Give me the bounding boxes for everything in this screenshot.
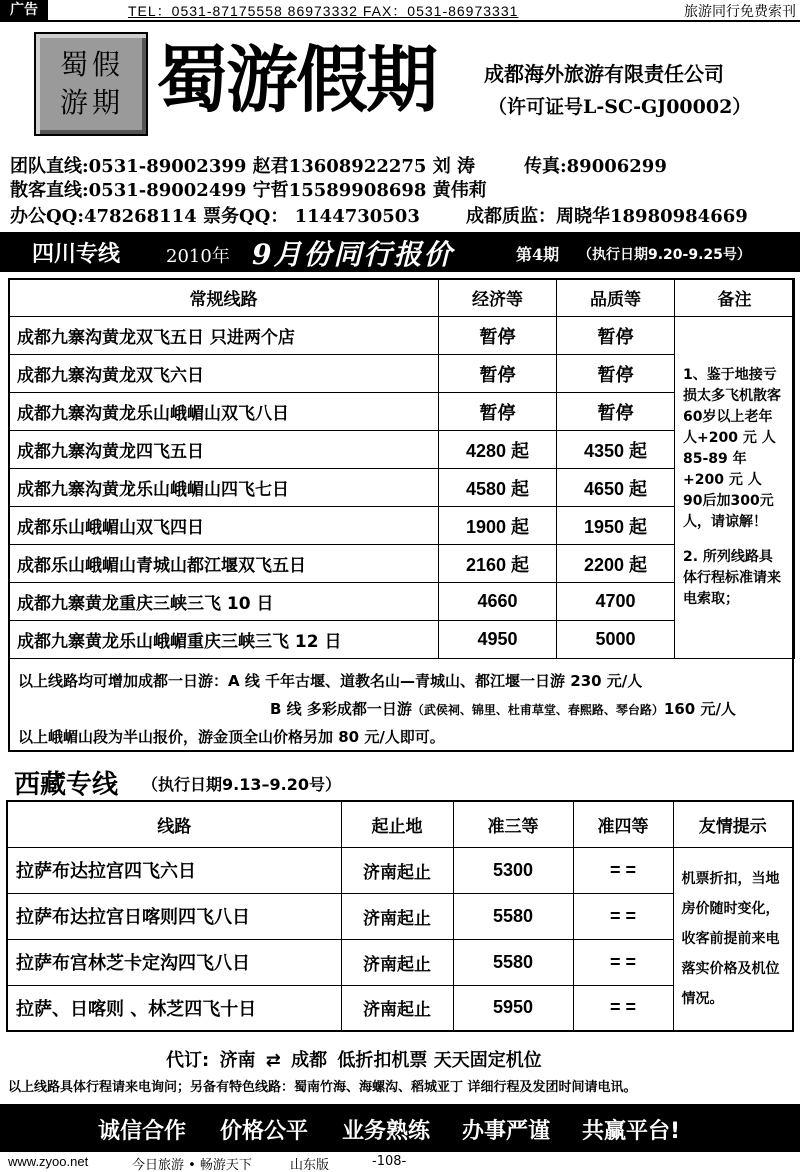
- remark-1: 1、鉴于地接亏损太多飞机散客60岁以上老年人+200 元 人 85-89 年+200 元 人 90后加300元人，请谅解！: [683, 367, 781, 530]
- route-name: 成都九寨沟黄龙双飞六日: [9, 355, 439, 393]
- economy-price: 4950: [439, 621, 557, 659]
- table-row: [7, 847, 793, 893]
- day-tour-note-b: [270, 698, 736, 719]
- economy-price: 4280 起: [439, 431, 557, 469]
- quality-price: 4700: [557, 583, 675, 621]
- origin: 济南起止: [341, 893, 453, 939]
- remark-cell: [675, 317, 795, 659]
- tibet-dates: （执行日期9.13–9.20号）: [142, 775, 341, 794]
- quality-price: 4350 起: [557, 431, 675, 469]
- footer-tagline: 今日旅游 • 畅游天下: [132, 1158, 252, 1172]
- sichuan-header-row: [9, 279, 795, 317]
- economy-price: 1900 起: [439, 507, 557, 545]
- quality-price: 暂停: [557, 317, 675, 355]
- quality-price: 2200 起: [557, 545, 675, 583]
- day-tour-b-price: 160 元/人: [663, 700, 736, 718]
- tibet-header-row: [7, 801, 793, 847]
- route-name: 拉萨、日喀则 、林芝四飞十日: [7, 985, 341, 1031]
- contact-line-qq: [10, 202, 790, 226]
- origin: 济南起止: [341, 847, 453, 893]
- header-tier3: 准三等: [453, 801, 573, 847]
- license-number: （许可证号L-SC-GJ00002）: [488, 96, 752, 118]
- quality-price: 5000: [557, 621, 675, 659]
- remark-2: 2. 所列线路具体行程标准请来电索取；: [683, 549, 781, 607]
- ticket-booking-line: [166, 1046, 546, 1072]
- company-name: 成都海外旅游有限责任公司: [484, 62, 724, 86]
- logo-emblem: [34, 32, 148, 136]
- route-name: 成都九寨沟黄龙乐山峨嵋山四飞七日: [9, 469, 439, 507]
- header-route: 常规线路: [9, 279, 439, 317]
- tier4-price: = =: [573, 893, 673, 939]
- header-route: 线路: [7, 801, 341, 847]
- route-name: 成都九寨黄龙重庆三峡三飞 10 日: [9, 583, 439, 621]
- ad-label: 广告: [0, 0, 48, 20]
- economy-price: 4660: [439, 583, 557, 621]
- quality-price: 暂停: [557, 393, 675, 431]
- quality-price: 1950 起: [557, 507, 675, 545]
- header-remark: 备注: [675, 279, 795, 317]
- slogan-item: 共赢平台!: [582, 1119, 681, 1144]
- tier4-price: = =: [573, 985, 673, 1031]
- banner-year: 2010年: [166, 246, 230, 267]
- route-name: 成都九寨沟黄龙四飞五日: [9, 431, 439, 469]
- slogan-item: 办事严谨: [462, 1119, 551, 1144]
- slogan-bar: [0, 1104, 800, 1152]
- route-name: 拉萨布达拉宫四飞六日: [7, 847, 341, 893]
- day-tour-b-sites: （武侯祠、锦里、杜甫草堂、春熙路、琴台路）: [411, 703, 664, 717]
- page-footer: [0, 1152, 800, 1172]
- logo-chars: 蜀假游期: [59, 48, 124, 119]
- special-routes-note: 以上线路具体行程请来电询问；另备有特色线路：蜀南竹海、海螺沟、稻城亚丁 详细行程及发团时间请电讯。: [8, 1080, 637, 1095]
- tier3-price: 5300: [453, 847, 573, 893]
- banner-line-name: 四川专线: [32, 242, 121, 267]
- economy-price: 4580 起: [439, 469, 557, 507]
- banner-dates: （执行日期9.20-9.25号）: [578, 247, 751, 263]
- tier3-price: 5580: [453, 893, 573, 939]
- origin: 济南起止: [341, 939, 453, 985]
- team-hotline: 团队直线:0531-89002399 赵君13608922275 刘 涛: [10, 156, 475, 177]
- header-tier4: 准四等: [573, 801, 673, 847]
- economy-price: 暂停: [439, 317, 557, 355]
- slogan-item: 业务熟练: [342, 1119, 431, 1144]
- tip-cell: 机票折扣，当地房价随时变化，收客前提前来电落实价格及机位情况。: [673, 847, 793, 1031]
- banner-issue: 第4期: [516, 245, 560, 264]
- route-name: 成都乐山峨嵋山双飞四日: [9, 507, 439, 545]
- economy-price: 暂停: [439, 393, 557, 431]
- contact-line-team: [10, 152, 790, 176]
- route-name: 拉萨布宫林芝卡定沟四飞八日: [7, 939, 341, 985]
- office-qq: 办公QQ:478268114 票务QQ： 1144730503: [10, 206, 420, 227]
- economy-price: 暂停: [439, 355, 557, 393]
- booking-from: 济南: [219, 1050, 256, 1071]
- table-row: [9, 317, 795, 355]
- hotline-contact: TEL：0531-87175558 86973332 FAX：0531-86973331: [128, 3, 519, 19]
- tier4-price: = =: [573, 847, 673, 893]
- footer-site: www.zyoo.net: [8, 1154, 89, 1169]
- banner-title: 9月份同行报价: [252, 238, 454, 271]
- emei-note: 以上峨嵋山段为半山报价，游金顶全山价格另加 80 元/人即可。: [18, 728, 445, 746]
- tier4-price: = =: [573, 939, 673, 985]
- swap-arrows-icon: ⇄: [265, 1050, 281, 1071]
- route-name: 成都乐山峨嵋山青城山都江堰双飞五日: [9, 545, 439, 583]
- header-origin: 起止地: [341, 801, 453, 847]
- brand-title: 蜀游假期: [156, 37, 437, 122]
- sichuan-price-table: [8, 278, 795, 659]
- header-quality: 品质等: [557, 279, 675, 317]
- tibet-price-table: [6, 800, 794, 1032]
- day-tour-b-label: B 线 多彩成都一日游: [270, 700, 412, 718]
- booking-label: 代订:: [166, 1050, 210, 1071]
- sichuan-banner: [0, 232, 800, 272]
- route-name: 拉萨布达拉宫日喀则四飞八日: [7, 893, 341, 939]
- tier3-price: 5950: [453, 985, 573, 1031]
- tier3-price: 5580: [453, 939, 573, 985]
- route-name: 成都九寨沟黄龙双飞五日 只进两个店: [9, 317, 439, 355]
- tibet-title: 西藏专线: [14, 770, 119, 800]
- contact-line-individual: [10, 176, 790, 200]
- economy-price: 2160 起: [439, 545, 557, 583]
- top-bar: [0, 0, 800, 22]
- slogan-item: 价格公平: [220, 1119, 309, 1144]
- day-tour-note-a: 以上线路均可增加成都一日游：A 线 千年古堰、道教名山—青城山、都江堰一日游 230 元/人: [18, 672, 643, 690]
- slogan-item: 诚信合作: [98, 1119, 187, 1144]
- header-economy: 经济等: [439, 279, 557, 317]
- booking-to: 成都: [291, 1050, 328, 1071]
- magazine-index-label: 旅游同行免费索刊: [684, 4, 796, 20]
- header-tip: 友情提示: [673, 801, 793, 847]
- page-number: -108-: [372, 1154, 407, 1169]
- fax-number: 传真:89006299: [524, 156, 667, 177]
- individual-hotline: 散客直线:0531-89002499 宁哲15589908698 黄伟莉: [10, 180, 487, 201]
- route-name: 成都九寨黄龙乐山峨嵋重庆三峡三飞 12 日: [9, 621, 439, 659]
- quality-price: 4650 起: [557, 469, 675, 507]
- quality-supervisor: 成都质监：周晓华18980984669: [466, 206, 748, 227]
- origin: 济南起止: [341, 985, 453, 1031]
- route-name: 成都九寨沟黄龙乐山峨嵋山双飞八日: [9, 393, 439, 431]
- footer-edition: 山东版: [290, 1158, 330, 1172]
- booking-offer: 低折扣机票 天天固定机位: [337, 1050, 542, 1071]
- quality-price: 暂停: [557, 355, 675, 393]
